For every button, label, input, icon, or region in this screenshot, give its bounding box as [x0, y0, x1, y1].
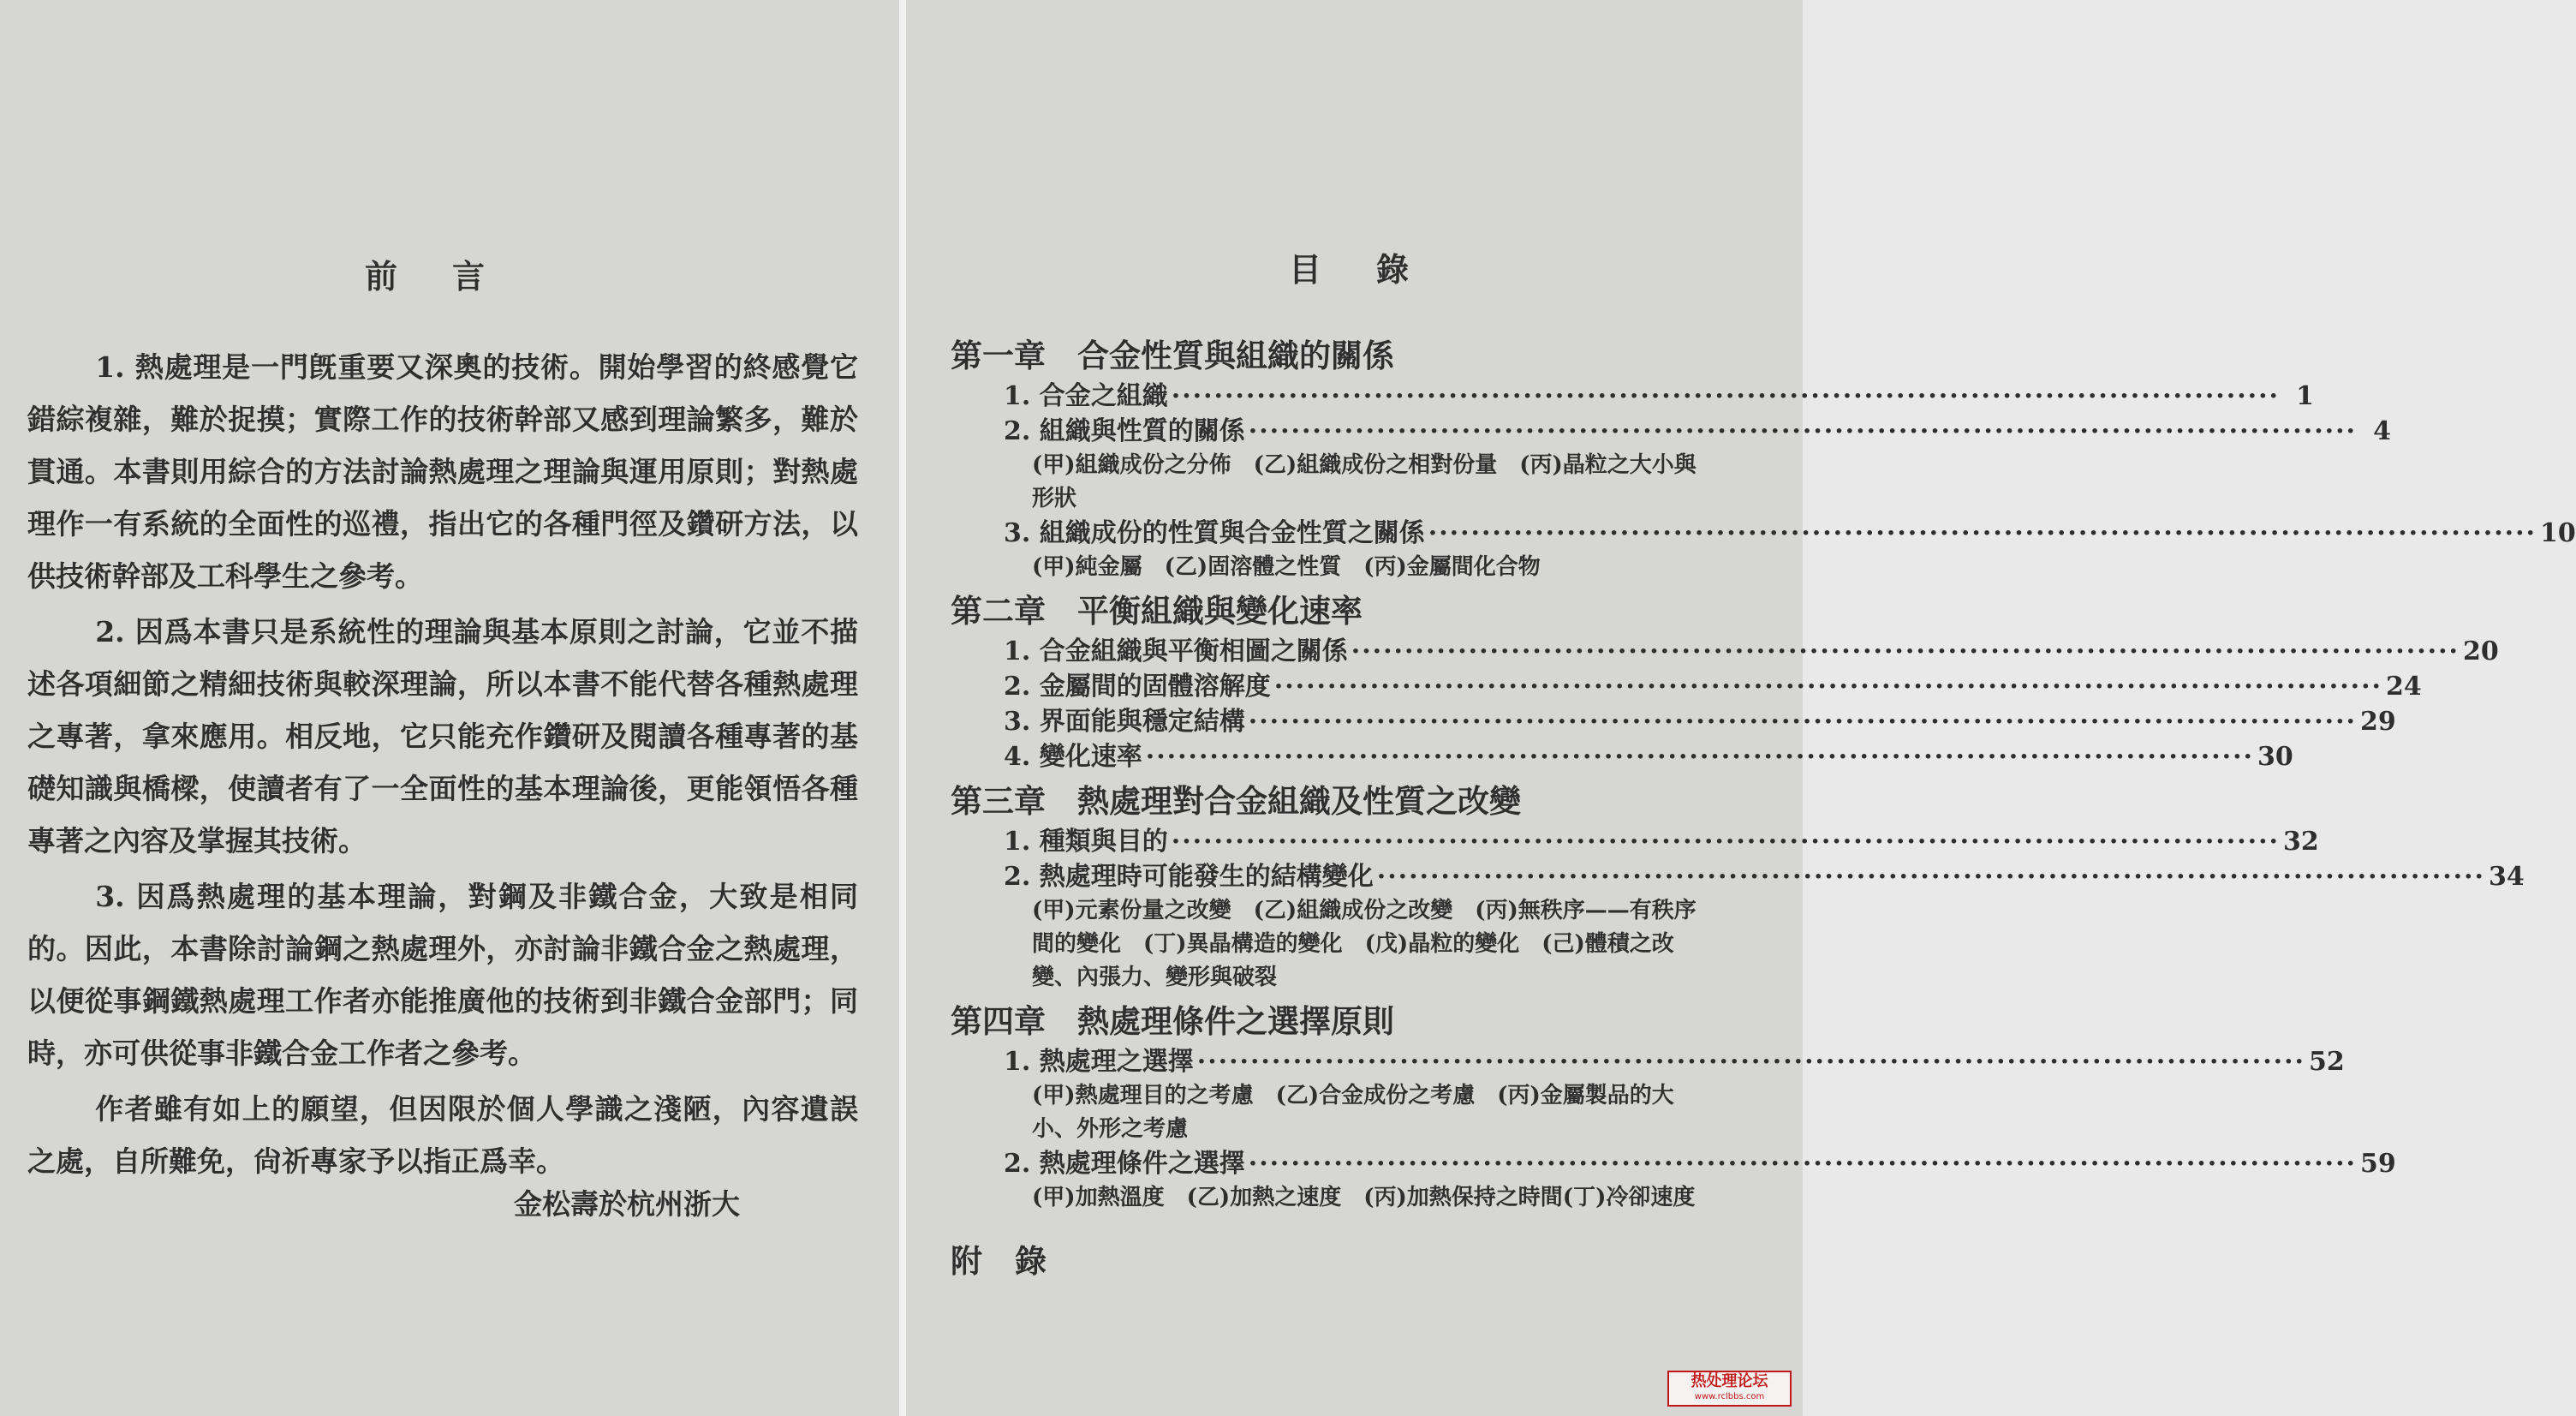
- section-label: 1. 種類與目的: [1004, 827, 1168, 857]
- subsection-list: (甲)熱處理目的之考慮 (乙)合金成份之考慮 (丙)金屬製品的大小、外形之考慮: [1032, 1083, 1674, 1142]
- preface-paragraph-2: 2. 因爲本書只是系統性的理論與基本原則之討論，它並不描述各項細節之精細技術與較深理論，所以本書不能代替各種熱處理之專著，拿來應用。相反地，它只能充作鑽研及閱讀各種專著的基礎知識與橋樑，使讀者有了一全面性的基本理論後，更能領悟各種專著之內容及掌握其技術。: [27, 615, 858, 857]
- section-label: 2. 熱處理時可能發生的結構變化: [1004, 862, 1374, 892]
- left-page: [0, 0, 899, 1416]
- page-number: 32: [2282, 827, 2319, 857]
- dot-leader: ········································································································: [1145, 742, 2254, 772]
- dot-leader: ········································································································: [1196, 1047, 2305, 1077]
- page-number: 34: [2488, 862, 2525, 892]
- chapter-title: 第二章 平衡組織與變化速率: [951, 592, 1363, 630]
- page-number: 1: [2296, 381, 2314, 411]
- chapter-title: 第三章 熱處理對合金組織及性質之改變: [951, 782, 1521, 820]
- watermark-stamp: [1667, 1371, 1792, 1407]
- section-label: 1. 合金組織與平衡相圖之關係: [1004, 636, 1348, 666]
- subsection-list: (甲)純金屬 (乙)固溶體之性質 (丙)金屬間化合物: [1032, 554, 1541, 580]
- section-label: 1. 合金之組織: [1004, 381, 1168, 411]
- section-label: 4. 變化速率: [1004, 742, 1142, 772]
- toc-entry: [951, 1044, 2345, 1079]
- table-of-contents: [951, 332, 2576, 1282]
- section-label: 2. 金屬間的固體溶解度: [1004, 672, 1271, 702]
- dot-leader: ········································································································: [1248, 416, 2357, 446]
- chapter-title: 第一章 合金性質與組織的關係: [951, 337, 1394, 374]
- toc-entry: [951, 704, 2396, 739]
- section-label: 2. 熱處理條件之選擇: [1004, 1149, 1245, 1179]
- toc-entry: [951, 739, 2293, 774]
- toc-entry: [951, 414, 2391, 449]
- dot-leader: ········································································································: [1248, 1149, 2357, 1179]
- dot-leader: ········································································································: [1428, 518, 2537, 548]
- watermark-url: www.rclbbs.com: [1694, 1392, 1765, 1401]
- preface-paragraph-4: 作者雖有如上的願望，但因限於個人學識之淺陋，內容遺誤之處，自所難免，尙祈專家予以指正爲幸。: [27, 1092, 858, 1178]
- book-gutter: [899, 0, 906, 1416]
- toc-entry: [951, 669, 2422, 704]
- page-number: 10: [2539, 518, 2576, 548]
- dot-leader: ········································································································: [1171, 381, 2280, 411]
- toc-chapter-4: [951, 998, 2396, 1215]
- page-number: 30: [2257, 742, 2293, 772]
- toc-entry: [951, 516, 2576, 551]
- dot-leader: ········································································································: [1171, 827, 2280, 857]
- preface-title: 前言: [365, 257, 540, 296]
- dot-leader: ········································································································: [1376, 862, 2485, 892]
- preface-paragraph-1: 1. 熱處理是一門旣重要又深奧的技術。開始學習的終感覺它錯綜複雜，難於捉摸；實際工作的技術幹部又感到理論繁多，難於貫通。本書則用綜合的方法討論熱處理之理論與運用原則；對熱處理作一有系統的全面性的巡禮，指出它的各種門徑及鑽研方法，以供技術幹部及工科學生之參考。: [27, 350, 858, 593]
- toc-title: 目錄: [1289, 250, 1464, 289]
- page-number: 4: [2373, 416, 2391, 446]
- preface-signature: 金松壽於杭州浙大: [514, 1187, 740, 1221]
- preface-body: [27, 341, 858, 1191]
- chapter-title: 第四章 熱處理條件之選擇原則: [951, 1002, 1394, 1040]
- toc-entry: [951, 1146, 2396, 1181]
- page-number: 29: [2359, 707, 2396, 737]
- section-label: 3. 界面能與穩定結構: [1004, 707, 1245, 737]
- toc-chapter-3: [951, 778, 2525, 995]
- dot-leader: ········································································································: [1351, 636, 2460, 666]
- toc-entry: [951, 859, 2525, 894]
- toc-entry: [951, 634, 2499, 669]
- toc-entry: [951, 379, 2314, 414]
- watermark-text: 热处理论坛: [1690, 1372, 1768, 1390]
- section-label: 3. 組織成份的性質與合金性質之關係: [1004, 518, 1425, 548]
- page-number: 20: [2462, 636, 2499, 666]
- preface-paragraph-3: 3. 因爲熱處理的基本理論，對鋼及非鐵合金，大致是相同的。因此，本書除討論鋼之熱處理外，亦討論非鐵合金之熱處理，以便從事鋼鐵熱處理工作者亦能推廣他的技術到非鐵合金部門；同時，亦可供從事非鐵合金工作者之參考。: [27, 880, 858, 1070]
- toc-chapter-1: [951, 332, 2576, 584]
- appendix-title: 附錄: [951, 1242, 1079, 1280]
- page-number: 24: [2385, 672, 2422, 702]
- subsection-list: (甲)元素份量之改變 (乙)組織成份之改變 (丙)無秩序——有秩序間的變化 (丁)異晶構造的變化 (戊)晶粒的變化 (己)體積之改變、內張力、變形與破裂: [1032, 898, 1696, 990]
- page-number: 59: [2359, 1149, 2396, 1179]
- page-number: 52: [2308, 1047, 2345, 1077]
- section-label: 2. 組織與性質的關係: [1004, 416, 1245, 446]
- toc-entry: [951, 824, 2319, 859]
- section-label: 1. 熱處理之選擇: [1004, 1047, 1194, 1077]
- subsection-list: (甲)組織成份之分佈 (乙)組織成份之相對份量 (丙)晶粒之大小與形狀: [1032, 452, 1696, 511]
- dot-leader: ········································································································: [1248, 707, 2357, 737]
- subsection-list: (甲)加熱溫度 (乙)加熱之速度 (丙)加熱保持之時間(丁)冷卻速度: [1032, 1185, 1696, 1210]
- dot-leader: ········································································································: [1273, 672, 2382, 702]
- toc-chapter-2: [951, 588, 2499, 774]
